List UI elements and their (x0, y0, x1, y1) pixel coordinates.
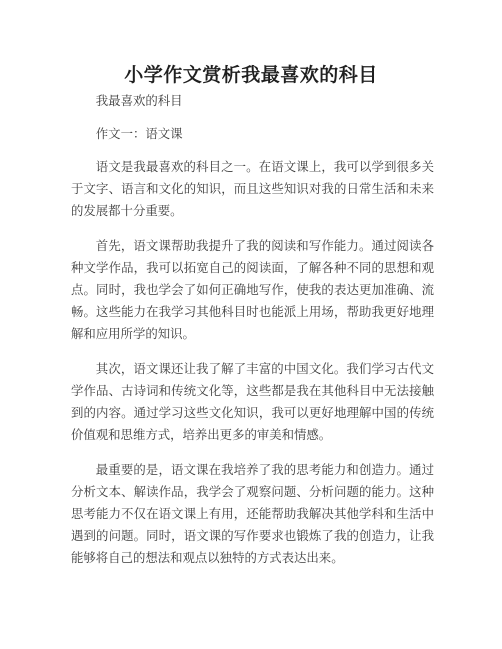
paragraph-second: 其次，语文课还让我了解了丰富的中国文化。我们学习古代文学作品、古诗词和传统文化等，这些都是我在其他科目中无法接触到的内容。通过学习这些文化知识，我可以更好地理解中国的传统价值观和思维方式，培养出更多的审美和情感。 (71, 361, 434, 442)
document-title: 小学作文赏析我最喜欢的科目 (124, 64, 378, 86)
paragraph-most-important: 最重要的是，语文课在我培养了我的思考能力和创造力。通过分析文本、解读作品，我学会了观察问题、分析问题的能力。这种思考能力不仅在语文课上有用，还能帮助我解决其他学科和生活中遇到的问题。同时，语文课的写作要求也锻炼了我的创造力，让我能够将自己的想法和观点以独特的方式表达出来。 (71, 462, 434, 565)
document-body (71, 90, 434, 582)
paragraph-subtitle: 我最喜欢的科目 (95, 93, 183, 108)
paragraph-intro: 语文是我最喜欢的科目之一。在语文课上，我可以学到很多关于文字、语言和文化的知识，而且这些知识对我的日常生活和未来的发展都十分重要。 (71, 159, 434, 218)
paragraph-first: 首先，语文课帮助我提升了我的阅读和写作能力。通过阅读各种文学作品，我可以拓宽自己的阅读面，了解各种不同的思想和观点。同时，我也学会了如何正确地写作，使我的表达更加准确、流畅。这些能力在我学习其他科目时也能派上用场，帮助我更好地理解和应用所学的知识。 (71, 238, 434, 341)
paragraph-essay-heading: 作文一：语文课 (95, 126, 183, 141)
